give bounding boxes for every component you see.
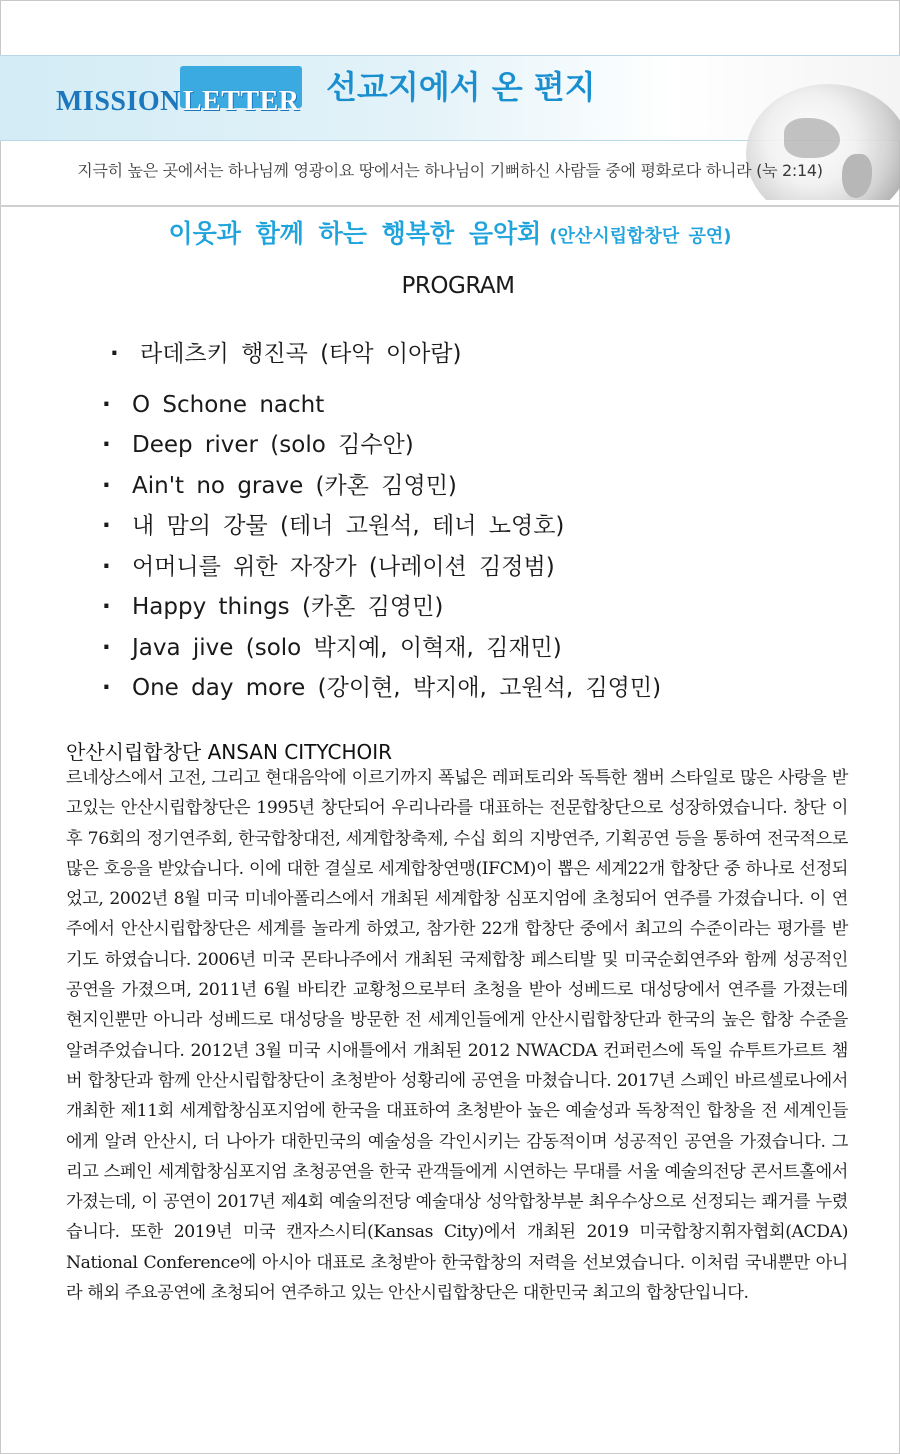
logo-part-mission: MISSION	[56, 86, 181, 117]
header-title: 선교지에서 온 편지	[326, 68, 596, 106]
program-item: · 어머니를 위한 자장가 (나레이션 김정범)	[100, 547, 661, 588]
program-item: · One day more (강이현, 박지애, 고원석, 김영민)	[100, 668, 661, 709]
concert-title-main: 이웃과 함께 하는 행복한 음악회	[168, 219, 542, 248]
program-item: · Deep river (solo 김수안)	[100, 425, 661, 466]
concert-title	[0, 214, 900, 250]
choir-heading: 안산시립합창단 ANSAN CITYCHOIR	[66, 740, 393, 764]
program-item: · 라데츠키 행진곡 (타악 이아람)	[108, 334, 661, 375]
choir-bio-paragraph: 르네상스에서 고전, 그리고 현대음악에 이르기까지 폭넓은 레퍼토리와 독특한 챔버 스타일로 많은 사랑을 받고있는 안산시립합창단은 1995년 창단되어 우리나라를 대표하는 전문합창단으로 성장하였습니다. 창단 이후 76회의 정기연주회, 한국합창대전, 세계합창축제, 수십 회의 지방연주, 기획공연 등을 통하여 전국적으로 많은 호응을 받았습니다. 이에 대한 결실로 세계합창연맹(IFCM)이 뽑은 세계22개 합창단 중 하나로 선정되었고, 2002년 8월 미국 미네아폴리스에서 개최된 세계합창 심포지엄에 초청되어 연주를 가졌습니다. 이 연주에서 안산시립합창단은 세계를 놀라게 하였고, 참가한 22개 합창단 중에서 최고의 수준이라는 평가를 받기도 하였습니다. 2006년 미국 몬타나주에서 개최된 국제합창 페스티발 및 미국순회연주와 함께 성공적인 공연을 가졌으며, 2011년 6월 바티칸 교황청으로부터 초청을 받아 성베드로 대성당에서 연주를 가졌는데 현지인뿐만 아니라 성베드로 대성당을 방문한 전 세계인들에게 안산시립합창단과 한국의 높은 합창 수준을 알려주었습니다. 2012년 3월 미국 시애틀에서 개최된 2012 NWACDA 컨퍼런스에 독일 슈투트가르트 챔버 합창단과 함께 안산시립합창단이 초청받아 성황리에 공연을 마쳤습니다. 2017년 스페인 바르셀로나에서 개최한 제11회 세계합창심포지엄에 한국을 대표하여 초청받아 높은 예술성과 독창적인 합창을 전 세계인들에게 알려 안산시, 더 나아가 대한민국의 예술성을 각인시키는 감동적이며 성공적인 공연을 가졌습니다. 그리고 스페인 세계합창심포지엄 초청공연을 한국 관객들에게 시연하는 무대를 서울 예술의전당 콘서트홀에서 가졌는데, 이 공연이 2017년 제4회 예술의전당 예술대상 성악합창부분 최우수상으로 선정되는 쾌거를 누렸습니다. 또한 2019년 미국 캔자스시티(Kansas City)에서 개최된 2019 미국합창지휘자협회(ACDA) National Conference에 아시아 대표로 초청받아 한국합창의 저력을 선보였습니다. 이처럼 국내뿐만 아니라 해외 주요공연에 초청되어 연주하고 있는 안산시립합창단은 대한민국 최고의 합창단입니다.	[66, 768, 848, 1304]
program-item: · O Schone nacht	[100, 385, 661, 426]
logo-part-letter: LETTER	[182, 86, 300, 117]
concert-title-subtitle: (안산시립합창단 공연)	[549, 226, 732, 247]
program-item: · Ain't no grave (카혼 김영민)	[100, 466, 661, 507]
bible-verse: 지극히 높은 곳에서는 하나님께 영광이요 땅에서는 하나님이 기뻐하신 사람들 중에 평화로다 하니라 (눅 2:14)	[77, 161, 823, 180]
globe-icon	[746, 84, 900, 200]
program-item: · Happy things (카혼 김영민)	[100, 587, 661, 628]
mission-letter-logo	[56, 86, 299, 136]
program-item: · 내 맘의 강물 (테너 고원석, 테너 노영호)	[100, 506, 661, 547]
program-list	[100, 334, 661, 709]
program-item: · Java jive (solo 박지예, 이혁재, 김재민)	[100, 628, 661, 669]
program-heading: PROGRAM	[401, 273, 515, 299]
verse-divider	[0, 205, 900, 207]
